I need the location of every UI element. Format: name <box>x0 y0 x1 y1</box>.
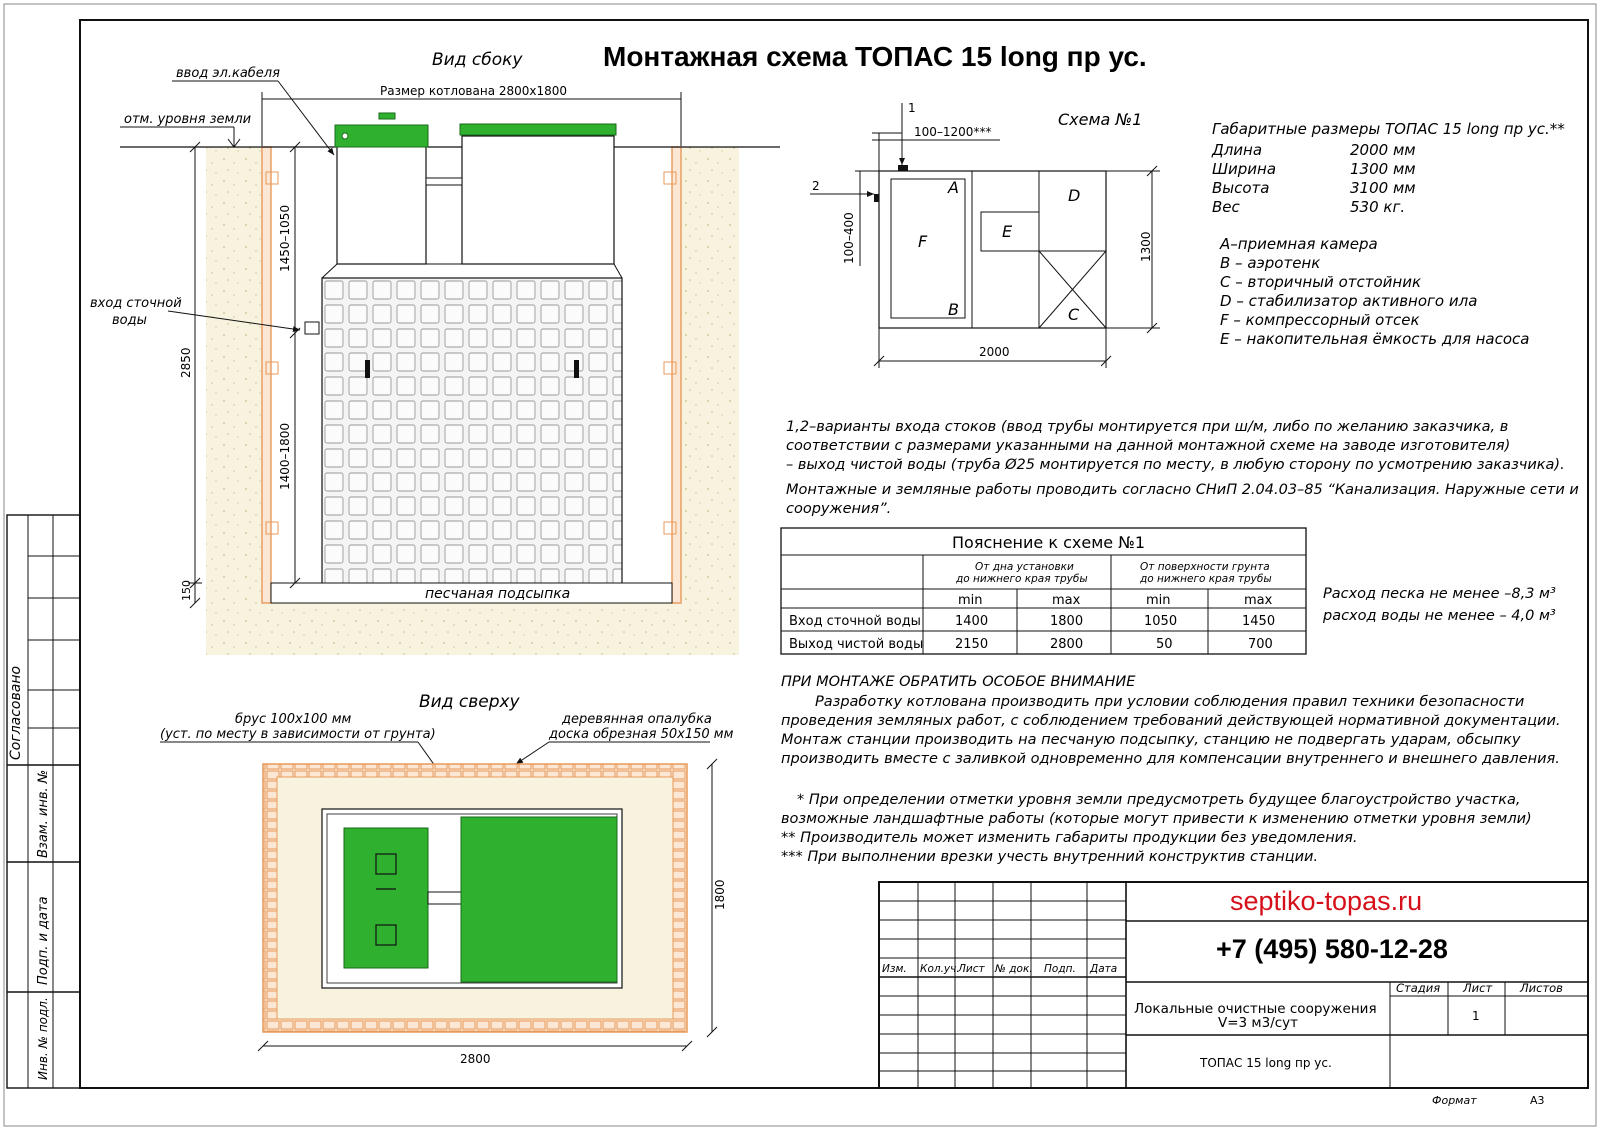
subheader-max: max <box>1244 593 1273 608</box>
zone-b-label: B <box>948 300 959 319</box>
note-line: соответствии с размерами указанными на данной монтажной схеме на заводе изготовителя) <box>786 438 1511 454</box>
spec-label: Вес <box>1212 198 1240 216</box>
format-label: Формат <box>1432 1094 1477 1107</box>
table-cell: 1450 <box>1242 614 1276 629</box>
col-header: № док. <box>995 963 1033 975</box>
sheet-number: 1 <box>1472 1009 1480 1023</box>
spec-label: Высота <box>1212 179 1270 197</box>
scheme1-dim-left: 100–400 <box>842 212 856 264</box>
inlet-label-line2: воды <box>112 313 147 328</box>
legend-item: D – стабилизатор активного ила <box>1220 292 1478 310</box>
beam-label-line1: брус 100х100 мм <box>235 712 352 727</box>
total-depth-dim: 2850 <box>179 347 193 378</box>
tank-handle-right <box>574 360 579 378</box>
scheme-1 <box>810 101 1160 368</box>
sheet-label: Лист <box>1463 981 1493 995</box>
spec-label: Ширина <box>1212 160 1277 178</box>
top-lid-right <box>461 817 617 982</box>
cable-input-label: ввод эл.кабеля <box>176 66 280 81</box>
table-cell: 1800 <box>1050 614 1084 629</box>
description-line2: V=3 м3/сут <box>1218 1015 1299 1031</box>
subheader-min: min <box>958 593 983 608</box>
sign-date-label: Подп. и дата <box>36 896 51 985</box>
table-cell: 2800 <box>1050 637 1084 652</box>
footnote-line: возможные ландшафтные работы (которые могут привести к изменению отметки уровня земли) <box>781 811 1532 827</box>
col-header: Дата <box>1090 963 1118 975</box>
col-header: Лист <box>958 963 985 975</box>
specs-block <box>1211 120 1565 348</box>
scheme1-dim-height: 1300 <box>1139 231 1153 262</box>
footnote-line: ** Производитель может изменить габариты продукции без уведомления. <box>781 830 1358 846</box>
inlet-label-line1: вход сточной <box>90 296 182 311</box>
footnote-line: *** При выполнении врезки учесть внутренний конструктив станции. <box>781 849 1319 865</box>
ground-level-label: отм. уровня земли <box>124 112 252 127</box>
sand-consumption: Расход песка не менее –8,3 м³ <box>1323 586 1556 602</box>
spec-value: 530 кг. <box>1350 198 1406 216</box>
tank-body <box>322 278 622 592</box>
left-formwork <box>262 147 271 603</box>
scheme1-dim-top: 100–1200*** <box>914 125 992 139</box>
website-label: septiko-topas.ru <box>1230 886 1423 916</box>
note-line: Монтажные и земляные работы проводить согласно СНиП 2.04.03–85 “Канализация. Наружные сети и <box>786 482 1579 498</box>
zone-d-label: D <box>1068 186 1081 205</box>
title-block <box>879 882 1588 1107</box>
spec-value: 2000 мм <box>1350 141 1416 159</box>
side-view-heading: Вид сбоку <box>432 50 523 70</box>
top-width-dim: 2800 <box>460 1052 491 1066</box>
lower-depth-dim: 1400–1800 <box>278 422 292 490</box>
sand-bed-label: песчаная подсыпка <box>425 586 571 602</box>
format-value: А3 <box>1530 1094 1545 1107</box>
scheme1-heading: Схема №1 <box>1058 110 1143 129</box>
side-lid-left <box>335 125 428 147</box>
table-cell: 50 <box>1156 637 1173 652</box>
side-lid-right <box>460 124 616 135</box>
spec-value: 3100 мм <box>1350 179 1416 197</box>
footnote-line: * При определении отметки уровня земли предусмотреть будущее благоустройство участка, <box>797 792 1521 808</box>
group1-header-line2: до нижнего края трубы <box>956 573 1088 585</box>
top-lid-left <box>344 828 428 968</box>
description-line1: Локальные очистные сооружения <box>1134 1001 1377 1017</box>
stage-label: Стадия <box>1396 981 1441 995</box>
sand-depth-dim: 150 <box>180 580 193 601</box>
legend-item: В – аэротенк <box>1220 254 1321 272</box>
inv-sign-label: Инв. № подл. <box>36 997 50 1080</box>
tank-neck-right <box>462 136 614 264</box>
table-cell: 2150 <box>955 637 989 652</box>
legend-item: F – компрессорный отсек <box>1220 311 1420 329</box>
col-header: Подп. <box>1044 963 1076 975</box>
callout-2: 2 <box>812 179 820 193</box>
top-height-dim: 1800 <box>713 879 727 910</box>
attention-line: проведения земляных работ, с соблюдением требований действующей нормативной документации. <box>781 713 1561 729</box>
explanation-table <box>781 528 1306 654</box>
main-title: Монтажная схема ТОПАС 15 long пр ус. <box>603 41 1147 72</box>
legend-item: С – вторичный отстойник <box>1220 273 1422 291</box>
upper-depth-dim: 1450–1050 <box>278 204 292 272</box>
zone-e-label: E <box>1002 222 1013 241</box>
table-cell: 700 <box>1248 637 1273 652</box>
beam-label-line2: (уст. по месту в зависимости от грунта) <box>160 727 436 742</box>
attention-block <box>781 674 1561 767</box>
attention-line: Монтаж станции производить на песчаную подсыпку, станцию не подвергать ударам, обсыпку <box>781 732 1521 748</box>
left-strip <box>7 515 80 1088</box>
legend-item: Е – накопительная ёмкость для насоса <box>1220 330 1530 348</box>
table-cell: 1400 <box>955 614 989 629</box>
subheader-min: min <box>1146 593 1171 608</box>
attention-line: производить вместе с заливкой одновременно для компенсации внутреннего и внешнего давления. <box>781 751 1560 767</box>
top-view-heading: Вид сверху <box>419 692 520 712</box>
formwork-label-line1: деревянная опалубка <box>562 712 712 727</box>
replace-inv-label: Взам. инв. № <box>36 769 51 858</box>
table-row-label: Вход сточной воды <box>789 614 921 629</box>
top-view <box>160 692 734 1066</box>
table-row-label: Выход чистой воды <box>789 637 924 652</box>
sheets-label: Листов <box>1520 981 1563 995</box>
right-formwork <box>672 147 681 603</box>
subheader-max: max <box>1052 593 1081 608</box>
notes-block <box>786 419 1579 517</box>
legend-item: А–приемная камера <box>1220 235 1378 253</box>
product-label: ТОПАС 15 long пр ус. <box>1200 1056 1332 1070</box>
inlet-pipe <box>305 322 319 334</box>
zone-f-label: F <box>918 232 928 251</box>
note-line: – выход чистой воды (труба Ø25 монтируется по месту, в любую сторону по усмотрению заказчика). <box>786 457 1565 473</box>
col-header: Изм. <box>882 963 907 975</box>
group1-header-line1: От дна установки <box>975 561 1074 573</box>
spec-value: 1300 мм <box>1350 160 1416 178</box>
agreed-label: Согласовано <box>8 665 24 760</box>
zone-f-box <box>891 179 965 318</box>
zone-c-label: C <box>1068 305 1080 324</box>
scheme1-dim-length: 2000 <box>979 345 1010 359</box>
specs-heading: Габаритные размеры ТОПАС 15 long пр ус.** <box>1212 120 1565 138</box>
water-consumption: расход воды не менее – 4,0 м³ <box>1323 608 1556 624</box>
tank-neck-left <box>337 136 426 264</box>
side-view <box>90 50 780 655</box>
group2-header-line2: до нижнего края трубы <box>1140 573 1272 585</box>
formwork-label-line2: доска обрезная 50х150 мм <box>549 727 734 742</box>
phone-label: +7 (495) 580-12-28 <box>1216 934 1448 964</box>
note-line: сооружения”. <box>786 501 892 517</box>
col-header: Кол.уч. <box>920 963 960 975</box>
footnotes-block <box>781 792 1532 865</box>
spec-label: Длина <box>1212 141 1263 159</box>
table-cell: 1050 <box>1144 614 1178 629</box>
attention-heading: ПРИ МОНТАЖЕ ОБРАТИТЬ ОСОБОЕ ВНИМАНИЕ <box>781 674 1136 690</box>
group2-header-line1: От поверхности грунта <box>1140 561 1270 573</box>
zone-a-label: A <box>948 178 959 197</box>
tank-handle-left <box>365 360 370 378</box>
callout-1: 1 <box>908 101 916 115</box>
pit-size-label: Размер котлована 2800х1800 <box>380 84 568 98</box>
attention-line: Разработку котлована производить при условии соблюдения правил техники безопасности <box>815 694 1525 710</box>
table-caption: Пояснение к схеме №1 <box>952 533 1146 552</box>
note-line: 1,2–варианты входа стоков (ввод трубы монтируется при ш/м, либо по желанию заказчика, в <box>786 419 1509 435</box>
